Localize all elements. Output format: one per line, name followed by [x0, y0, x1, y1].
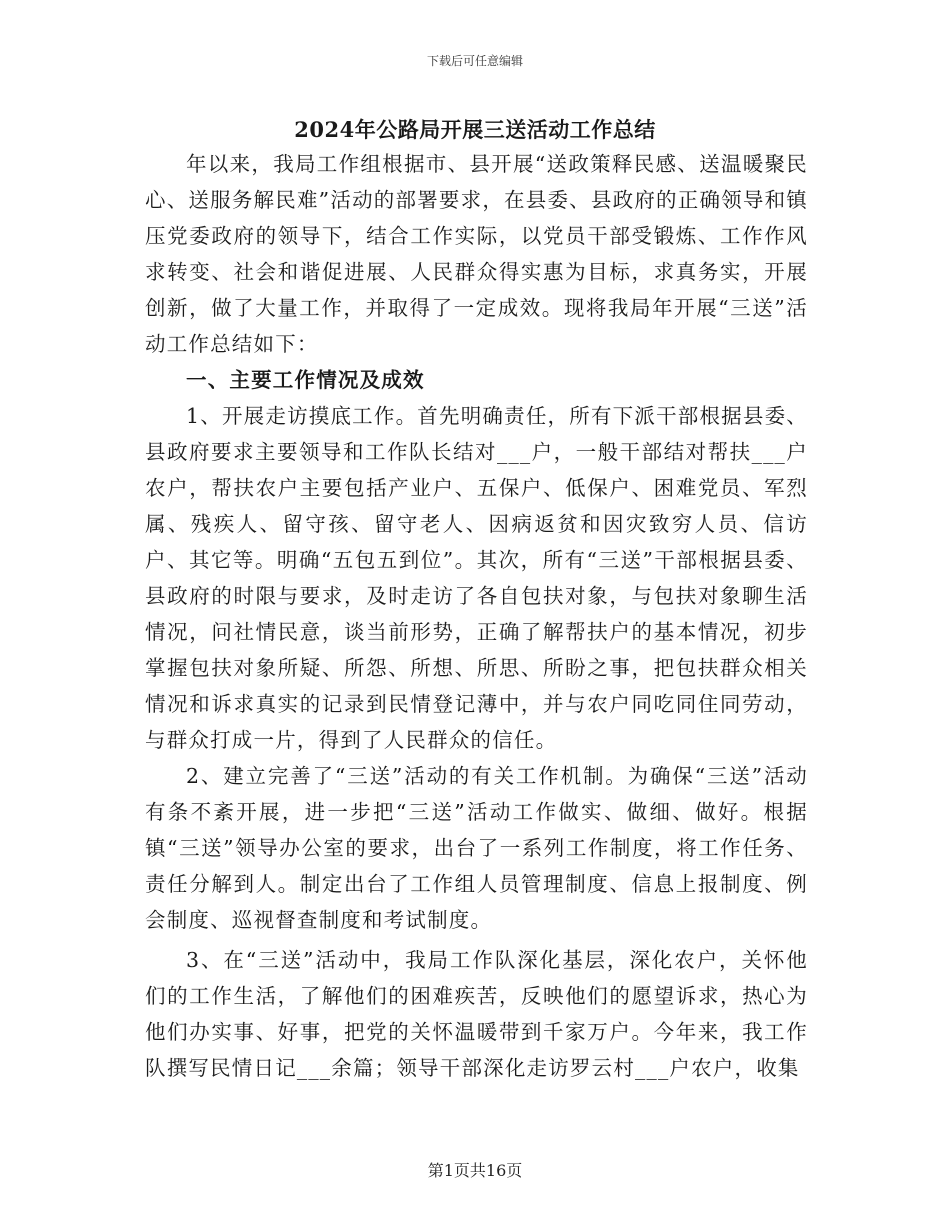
document-title: 2024年公路局开展三送活动工作总结: [294, 117, 656, 142]
intro-paragraph: 年以来，我局工作组根据市、县开展“送政策释民感、送温暖聚民心、送服务解民难”活动的部署要求，在县委、县政府的正确领导和镇压党委政府的领导下，结合工作实际，以党员干部受锻炼、工作作风求转变、社会和谐促进展、人民群众得实惠为目标，求真务实，开展创新，做了大量工作，并取得了一定成效。现将我局年开展“三送”活动工作总结如下：: [145, 152, 808, 356]
document-body: [145, 146, 808, 1086]
section-heading: 一、主要工作情况及成效: [186, 368, 425, 392]
paragraph-item-2: 2、建立完善了“三送”活动的有关工作机制。为确保“三送”活动有条不紊开展，进一步把“三送”活动工作做实、做细、做好。根据镇“三送”领导办公室的要求，出台了一系列工作制度，将工作任务、责任分解到人。制定出台了工作组人员管理制度、信息上报制度、例会制度、巡视督查制度和考试制度。: [145, 764, 808, 932]
paragraph-item-1: 1、开展走访摸底工作。首先明确责任，所有下派干部根据县委、县政府要求主要领导和工作队长结对___户，一般干部结对帮扶___户农户，帮扶农户主要包括产业户、五保户、低保户、困难党员、军烈属、残疾人、留守孩、留守老人、因病返贫和因灾致穷人员、信访户、其它等。明确“五包五到位”。其次，所有“三送”干部根据县委、县政府的时限与要求，及时走访了各自包扶对象，与包扶对象聊生活情况，问社情民意，谈当前形势，正确了解帮扶户的基本情况，初步掌握包扶对象所疑、所怨、所想、所思、所盼之事，把包扶群众相关情况和诉求真实的记录到民情登记薄中，并与农户同吃同住同劳动，与群众打成一片，得到了人民群众的信任。: [145, 404, 808, 752]
page-number-footer: 第1页共16页: [427, 1161, 523, 1180]
paragraph-item-3: 3、在“三送”活动中，我局工作队深化基层，深化农户，关怀他们的工作生活，了解他们的困难疾苦，反映他们的愿望诉求，热心为他们办实事、好事，把党的关怀温暖带到千家万户。今年来，我工作队撰写民情日记___余篇；领导干部深化走访罗云村___户农户，收集: [145, 948, 808, 1080]
page-header-note: 下载后可任意编辑: [426, 54, 523, 68]
